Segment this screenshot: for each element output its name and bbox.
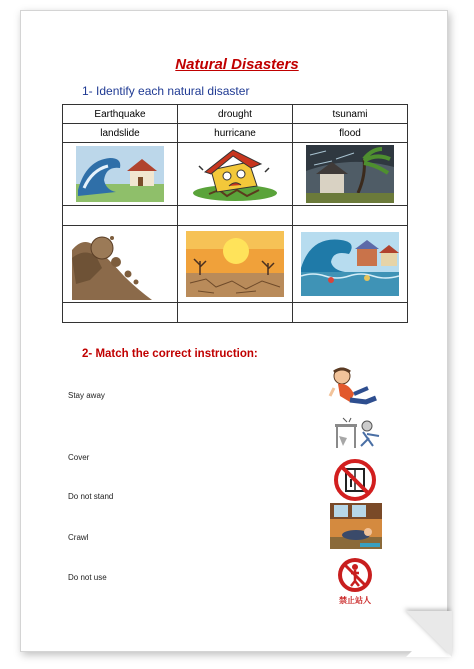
disaster-table [62, 104, 408, 323]
section-1-number: 1- [82, 84, 93, 98]
section-2-heading [82, 348, 258, 360]
empty-cell[interactable] [63, 303, 178, 323]
image-cell [293, 226, 408, 303]
tsunami-house-image [76, 146, 164, 202]
empty-cell[interactable] [293, 206, 408, 226]
table-row [63, 143, 408, 206]
flood-image [301, 232, 399, 296]
label-cell: drought [178, 105, 293, 124]
section-2-text: Match the correct instruction: [95, 348, 258, 360]
image-cell [63, 143, 178, 206]
no-elevator-sign-icon [334, 459, 376, 501]
empty-cell[interactable] [178, 206, 293, 226]
label-cell: landslide [63, 124, 178, 143]
page-curl [406, 611, 452, 657]
label-cell: Earthquake [63, 105, 178, 124]
sign-label: 禁止站人 [339, 596, 371, 605]
drought-image [186, 231, 284, 297]
image-cell [63, 226, 178, 303]
crouching-person-image [328, 366, 382, 412]
instruction-stay-away: Stay away [68, 391, 105, 400]
table-row [63, 226, 408, 303]
instruction-crawl: Crawl [68, 533, 89, 542]
table-row [63, 105, 408, 124]
page-title: Natural Disasters [175, 56, 299, 73]
table-row [63, 303, 408, 323]
section-1-heading [82, 84, 249, 98]
image-cell [293, 143, 408, 206]
table-row [63, 124, 408, 143]
hurricane-image [306, 145, 394, 203]
image-cell [178, 143, 293, 206]
section-1-text: Identify each natural disaster [96, 84, 250, 98]
label-cell: hurricane [178, 124, 293, 143]
image-cell [178, 226, 293, 303]
landslide-image [72, 228, 168, 300]
table-row [63, 206, 408, 226]
empty-cell[interactable] [63, 206, 178, 226]
desk-cover-image [333, 416, 381, 452]
empty-cell[interactable] [293, 303, 408, 323]
section-2-number: 2- [82, 348, 93, 360]
instruction-do-not-use: Do not use [68, 573, 107, 582]
label-cell: flood [293, 124, 408, 143]
instruction-cover: Cover [68, 453, 90, 462]
earthquake-house-image [189, 146, 281, 202]
label-cell: tsunami [293, 105, 408, 124]
instruction-do-not-stand: Do not stand [68, 492, 114, 501]
empty-cell[interactable] [178, 303, 293, 323]
crawl-image [330, 503, 382, 549]
